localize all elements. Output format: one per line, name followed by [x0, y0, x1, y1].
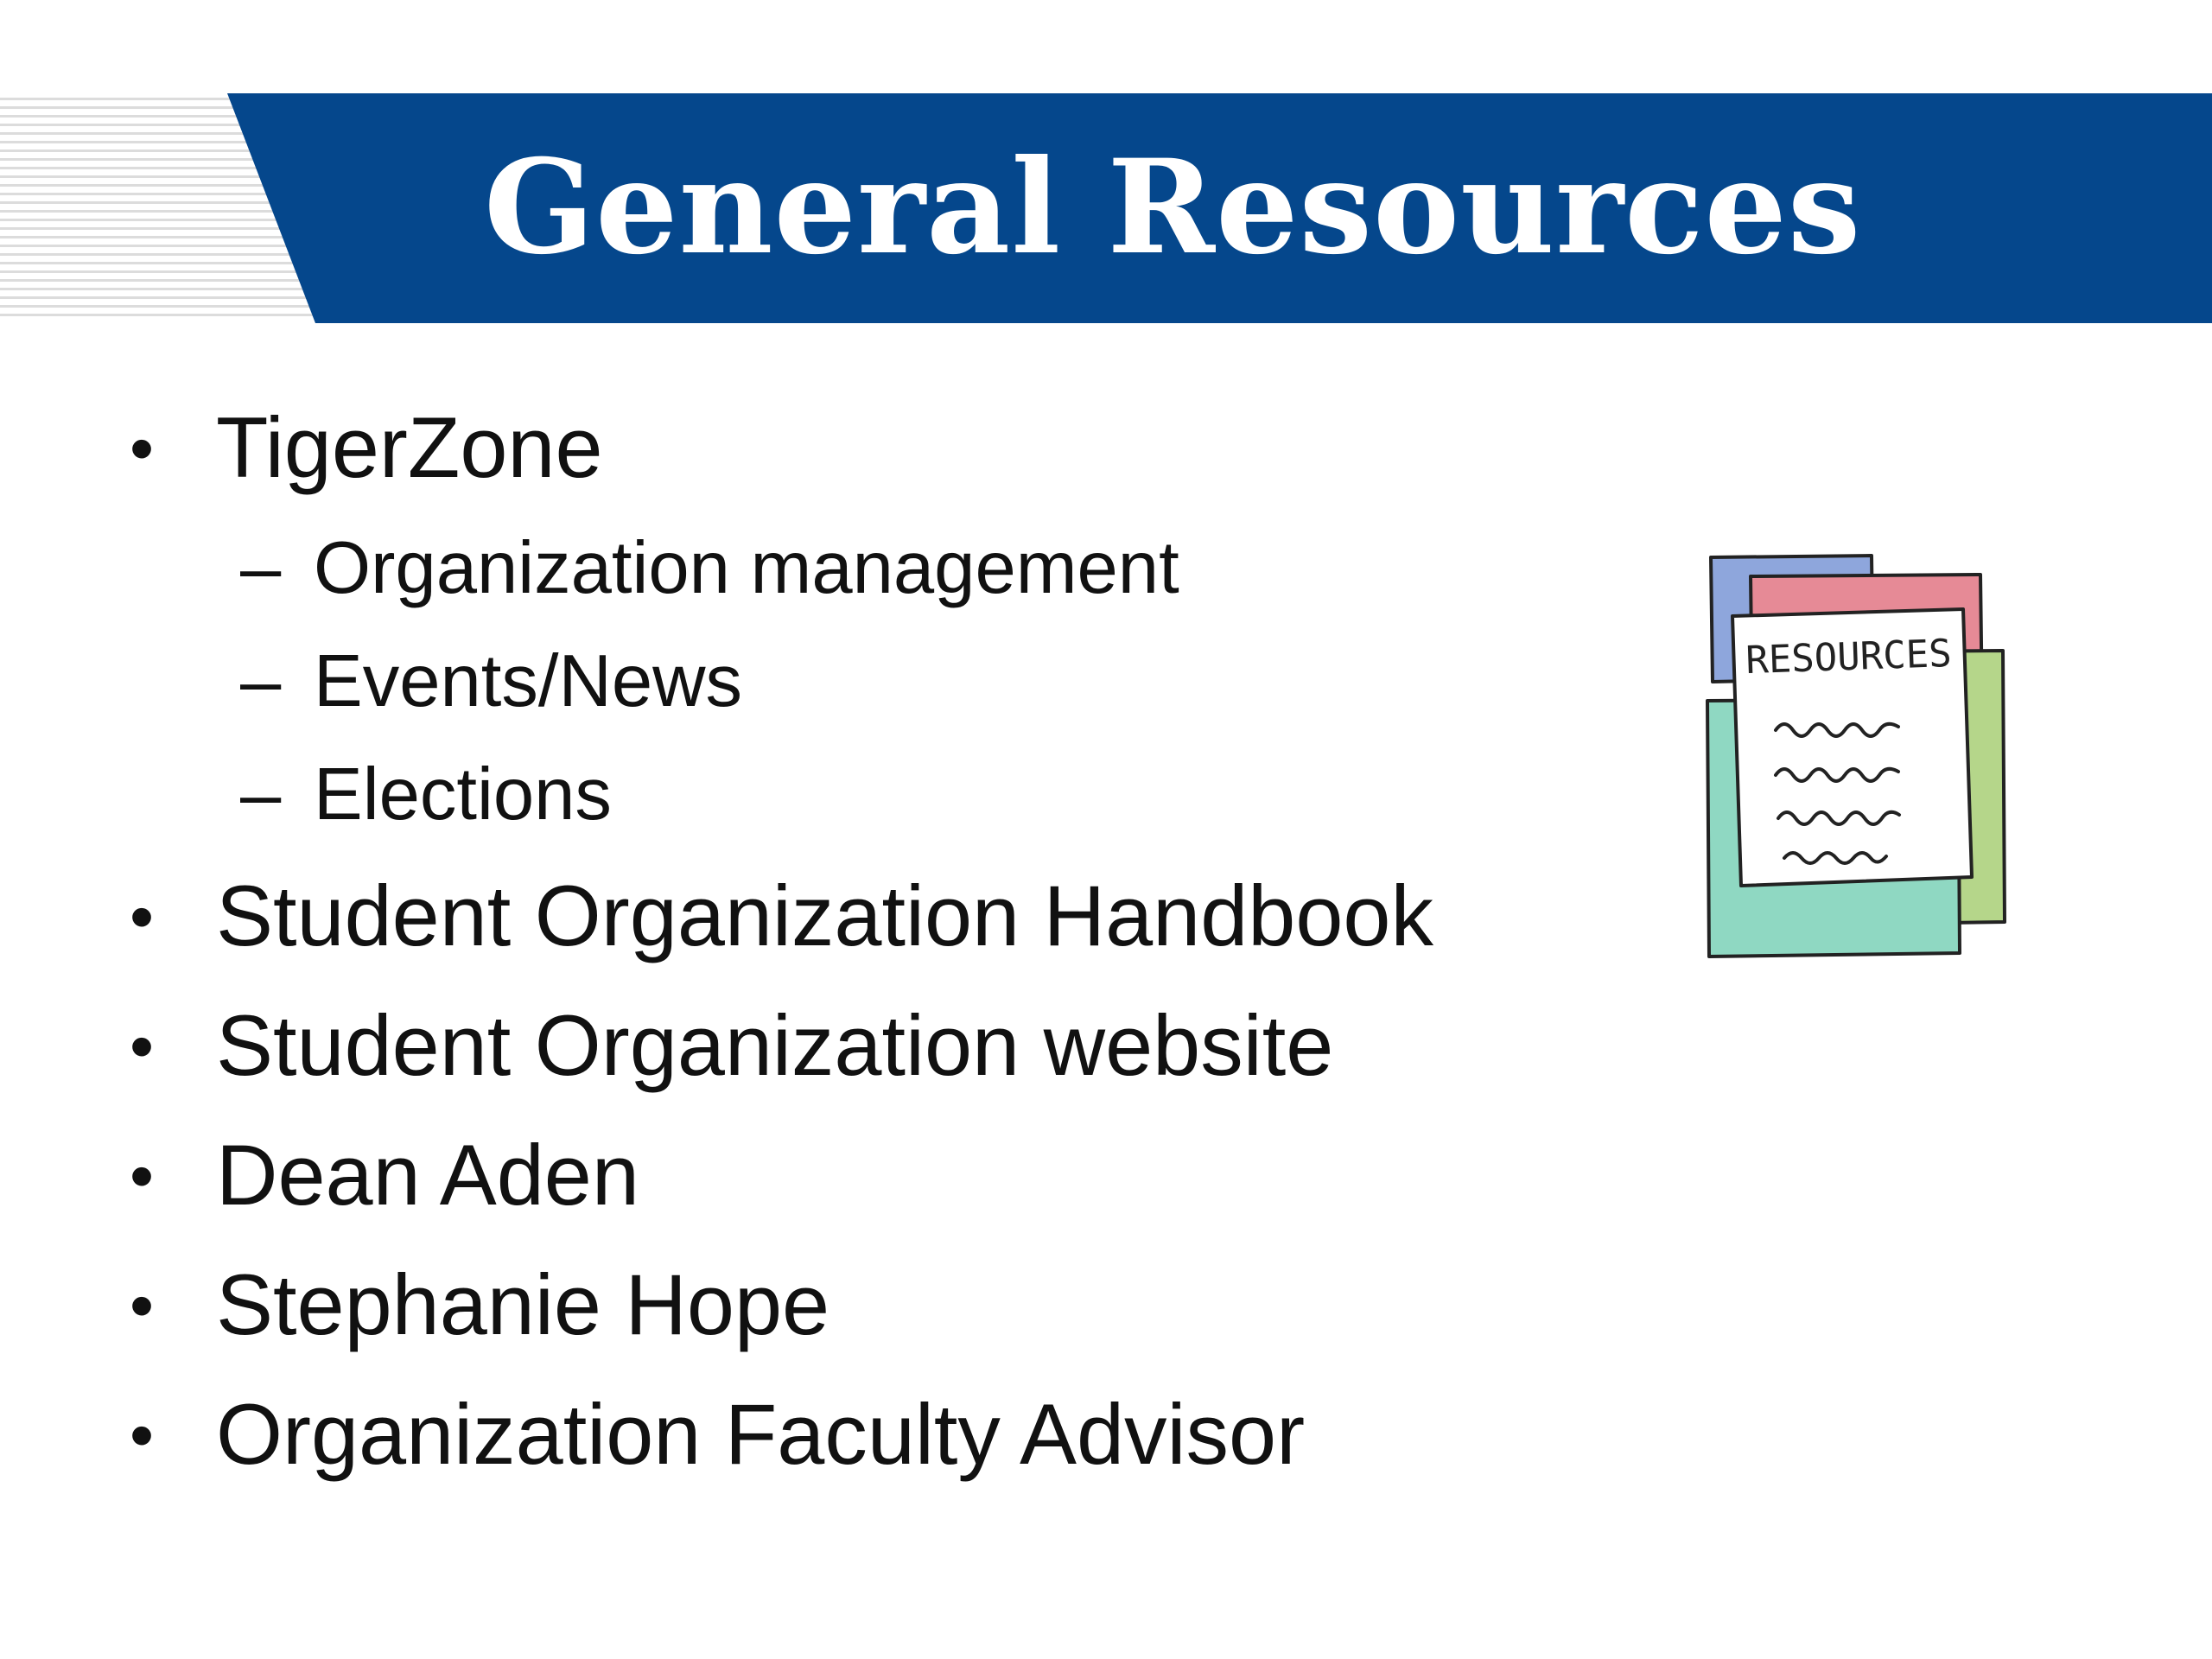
resources-papers-icon [1694, 549, 2022, 963]
sub-item-elections [240, 753, 612, 836]
list-item-tigerzone [130, 399, 603, 495]
list-item-stephanie-hope [130, 1256, 830, 1352]
sub-item-organization-management [240, 527, 1179, 609]
list-item-dean-aden [130, 1127, 639, 1223]
list-item-text: Dean Aden [216, 1127, 639, 1223]
list-item-text: Stephanie Hope [216, 1256, 830, 1352]
dash-icon: – [240, 527, 282, 609]
list-item-text: Student Organization Handbook [216, 868, 1433, 963]
bullet-icon: • [130, 410, 155, 486]
resources-label: RESOURCES [1745, 631, 1953, 683]
bullet-icon: • [130, 878, 155, 955]
list-item-faculty-advisor [130, 1386, 1306, 1482]
list-item-text: Events/News [314, 640, 743, 722]
list-item-text: Elections [314, 753, 612, 836]
list-item-text: Student Organization website [216, 997, 1334, 1093]
bullet-icon: • [130, 1137, 155, 1214]
list-item-text: TigerZone [216, 399, 603, 495]
dash-icon: – [240, 753, 282, 836]
bullet-icon: • [130, 1267, 155, 1344]
list-item-text: Organization management [314, 527, 1179, 609]
slide-title: General Resources [484, 131, 1862, 283]
list-item-handbook [130, 868, 1433, 963]
list-item-text: Organization Faculty Advisor [216, 1386, 1306, 1482]
bullet-icon: • [130, 1007, 155, 1084]
bullet-icon: • [130, 1396, 155, 1473]
list-item-website [130, 997, 1334, 1093]
sub-item-events-news [240, 640, 743, 722]
dash-icon: – [240, 640, 282, 722]
